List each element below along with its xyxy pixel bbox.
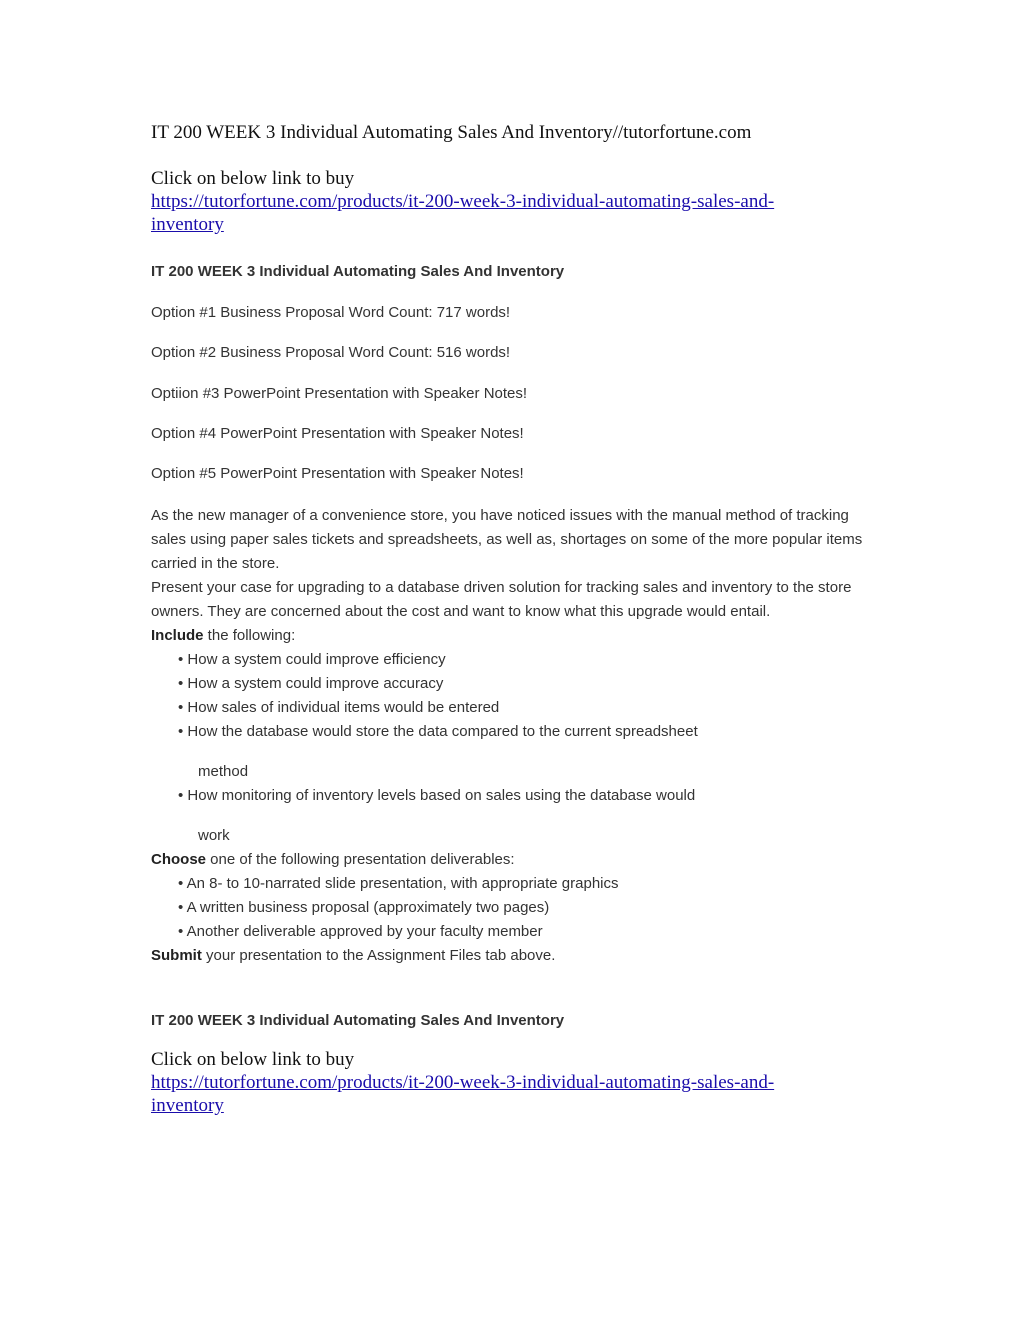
case-paragraph: Present your case for upgrading to a database driven solution for tracking sales and inventory to the store owners. They are concerned about the cost and want to know what this upgrade would entail. [151, 579, 852, 620]
include-bullet-4: • How the database would store the data compared to the current spreadsheet [178, 723, 698, 740]
section-heading-bottom: IT 200 WEEK 3 Individual Automating Sales And Inventory [151, 1012, 565, 1029]
product-link-bottom[interactable] [151, 1071, 851, 1117]
include-bullet-5-continuation: work [198, 827, 230, 844]
buy-link-block-bottom [151, 1048, 851, 1117]
product-link-bottom-line1[interactable]: https://tutorfortune.com/products/it-200-week-3-individual-automating-sales-and- [151, 1072, 775, 1093]
section-heading-top: IT 200 WEEK 3 Individual Automating Sales And Inventory [151, 263, 565, 280]
product-link-top[interactable] [151, 190, 851, 236]
assignment-description [151, 504, 876, 968]
include-bullet-5: • How monitoring of inventory levels based on sales using the database would [178, 787, 696, 804]
product-link-top-line1[interactable]: https://tutorfortune.com/products/it-200-week-3-individual-automating-sales-and- [151, 191, 775, 212]
submit-line [151, 944, 876, 968]
choose-bullet-3: • Another deliverable approved by your faculty member [178, 923, 543, 940]
choose-keyword: Choose [151, 851, 207, 868]
include-keyword: Include [151, 627, 204, 644]
option-2: Option #2 Business Proposal Word Count: 516 words! [151, 344, 511, 361]
document-title: IT 200 WEEK 3 Individual Automating Sales And Inventory//tutorfortune.com [151, 122, 752, 143]
intro-paragraph: As the new manager of a convenience store, you have noticed issues with the manual method of tracking sales using paper sales tickets and spreadsheets, as well as, shortages on some of the more popular items carried in the store. [151, 507, 863, 572]
buy-prompt: Click on below link to buy [151, 168, 355, 189]
buy-link-block-top [151, 167, 851, 236]
option-4: Option #4 PowerPoint Presentation with Speaker Notes! [151, 425, 524, 442]
choose-rest: one of the following presentation deliverables: [206, 851, 515, 868]
submit-keyword: Submit [151, 947, 202, 964]
include-bullet-1: • How a system could improve efficiency [178, 651, 446, 668]
submit-rest: your presentation to the Assignment Files tab above. [201, 947, 556, 964]
include-bullet-2: • How a system could improve accuracy [178, 675, 444, 692]
choose-bullet-2: • A written business proposal (approximately two pages) [178, 899, 550, 916]
choose-line [151, 848, 876, 872]
include-rest: the following: [203, 627, 296, 644]
product-link-top-line2[interactable]: inventory [151, 214, 224, 235]
option-1: Option #1 Business Proposal Word Count: 717 words! [151, 304, 511, 321]
buy-prompt-bottom: Click on below link to buy [151, 1049, 355, 1070]
option-5: Option #5 PowerPoint Presentation with Speaker Notes! [151, 465, 524, 482]
include-bullet-3: • How sales of individual items would be entered [178, 699, 500, 716]
product-link-bottom-line2[interactable]: inventory [151, 1095, 224, 1116]
include-line [151, 624, 876, 648]
include-bullet-4-continuation: method [198, 763, 249, 780]
option-3: Optiion #3 PowerPoint Presentation with Speaker Notes! [151, 385, 528, 402]
choose-bullet-1: • An 8- to 10-narrated slide presentation, with appropriate graphics [178, 875, 619, 892]
